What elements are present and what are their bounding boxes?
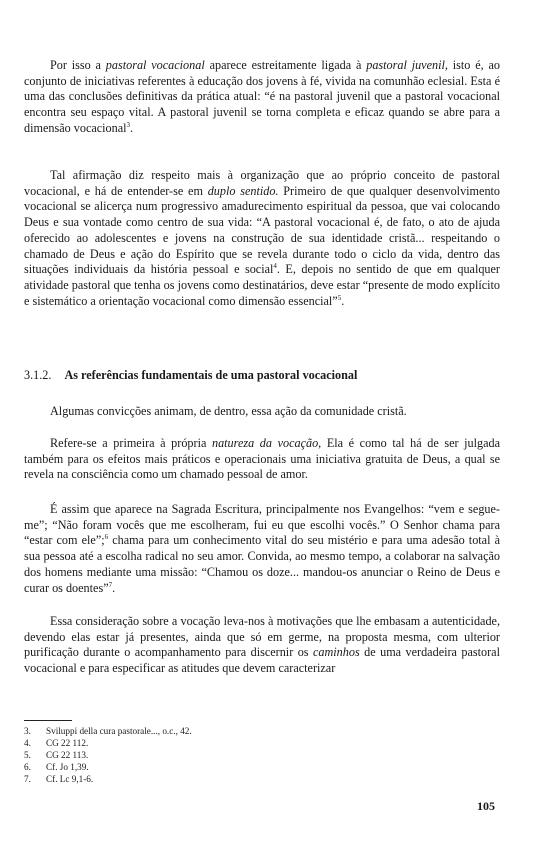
- text-run: de uma verdadeira pastoral vocacional e para especificar as atitudes que devem caracterizar: [24, 645, 500, 676]
- text-run: .: [130, 120, 134, 135]
- text-run: Refere-se a primeira à própria: [50, 436, 212, 450]
- text-run: chama para um conhecimento vital do seu mistério e para uma adesão total à sua pessoa até a escolha radical no seu amor. Convida, ao mesmo tempo, a colaborar na salvação dos homens mediante uma missão: “Chamou os doze... mandou-os anunciar o Reino de Deus e curar os doentes”: [24, 533, 500, 595]
- text-run: . E, depois no sentido de que em qualquer atividade pastoral que tenha os jovens como destinatários, deve estar “presente de modo explícito e sistemático a orientação vocacional como dimensão essencial”: [24, 262, 500, 308]
- footnote-ref: 4: [273, 262, 277, 271]
- italic-phrase: pastoral vocacional: [105, 58, 205, 72]
- italic-phrase: natureza da vocação,: [211, 436, 322, 450]
- paragraph-duplo-sentido: [24, 168, 500, 309]
- text-run: Por isso a: [50, 58, 106, 72]
- italic-phrase: pastoral juvenil,: [366, 58, 448, 72]
- footnote: 7. Cf. Lc 9,1-6.: [24, 774, 94, 784]
- footnote-ref: 6: [104, 533, 109, 542]
- footnote: 5. CG 22 113.: [24, 750, 89, 760]
- paragraph-sagrada-escritura: [24, 502, 500, 596]
- italic-phrase: caminhos: [312, 645, 360, 660]
- text-run: Essa consideração sobre a vocação leva-nos à motivações que lhe embasam a autenticidade, devendo elas estar já presentes, ainda que só em germe, na proposta mesma, com ulterior purificação durante o acompanhamento para discernir os: [24, 614, 500, 660]
- section-number: 3.1.2.: [24, 368, 52, 382]
- footnote-ref: 7: [108, 580, 113, 589]
- text-run: .: [112, 580, 116, 595]
- text-run: aparece estreitamente ligada à: [204, 58, 367, 72]
- text-run: isto é, ao conjunto de iniciativas referentes à educação dos jovens à fé, vivida na comunhão eclesial. Esta é uma das conclusões definitivas da prática atual: “é na pastoral juvenil que a pastoral vocacional encontra seu espaço vital. A pastoral juvenil se torna completa e eficaz quando se abre para a dimensão vocacional: [24, 58, 500, 135]
- section-heading: [24, 368, 504, 383]
- text-run: É assim que aparece na Sagrada Escritura, principalmente nos Evangelhos: “vem e segue-me”; “Não foram vocês que me escolheram, fui eu que escolhi vocês.” O Senhor chama para “estar com ele”;: [24, 502, 500, 548]
- footnotes: [24, 725, 424, 785]
- text-run: Primeiro de que qualquer desenvolvimento vocacional se alicerça num progressivo amadurecimento espiritual da pessoa, que vai colocando Deus e sua vontade como centro de sua vida: “A pastoral vocacional é, de fato, o ato de ajuda oferecido ao adolescentes e jovens na construção de sua identidade cristã... respeitando o chamado de Deus e ação do Espírito que se revela durante todo o ciclo da vida, dentro das situações individuais da história pessoal e social: [24, 183, 501, 277]
- text-run: .: [341, 293, 345, 308]
- page-number: 105: [477, 799, 495, 813]
- text-run: Tal afirmação diz respeito mais à organização que ao próprio conceito de pastoral vocacional, e há de entender-se em: [24, 168, 500, 198]
- paragraph-conviccoes: [24, 404, 500, 420]
- footnote: 4. CG 22 112.: [24, 738, 89, 748]
- paragraph-natureza-vocacao: [24, 436, 500, 483]
- italic-phrase: duplo sentido.: [207, 183, 279, 198]
- footnote: 6. Cf. Jo 1,39.: [24, 762, 89, 772]
- footnote: 3. Sviluppi della cura pastorale..., o.c., 42.: [24, 726, 192, 736]
- footnote-ref: 3: [126, 120, 131, 129]
- text-run: Ela é como tal há de ser julgada também para os efeitos mais práticos e operacionais uma iniciativa gratuita de Deus, a qual se revela na consciência como um chamado pessoal de amor.: [24, 436, 501, 482]
- paragraph-motivacoes: [24, 614, 500, 677]
- footnote-ref: 5: [337, 293, 342, 302]
- footnote-divider: [24, 720, 72, 721]
- section-title: As referências fundamentais de uma pastoral vocacional: [64, 368, 358, 382]
- paragraph-pastoral-juvenil: [24, 58, 500, 137]
- text-run: Algumas convicções animam, de dentro, essa ação da comunidade cristã.: [50, 404, 407, 418]
